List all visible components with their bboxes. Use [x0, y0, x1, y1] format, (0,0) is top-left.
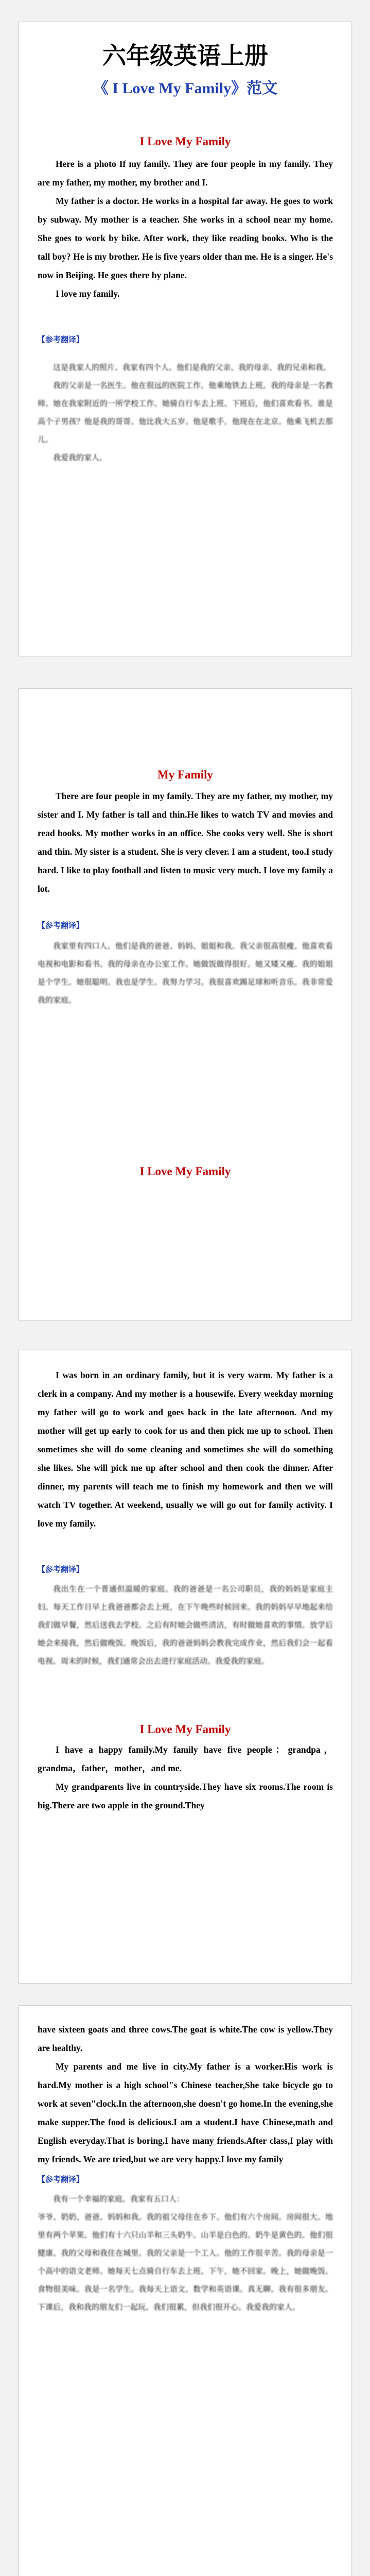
- document-title: 六年级英语上册: [102, 42, 268, 70]
- essay-body: [38, 1366, 333, 1533]
- reference-translation-label: 【参考翻译】: [38, 920, 84, 930]
- document-page-2: [19, 688, 352, 1321]
- essay-paragraph: My father is a doctor. He works in a hospital far away. He goes to work by subway. My mother is a teacher. She works in a school near my home. She goes to work by bike. After work, they like reading books. Who is the tall boy? He is my brother. He is five years older than me. He is a singer. He's now in Beijing. He goes there by plane.: [38, 196, 333, 281]
- document-page-3: [19, 1350, 352, 1984]
- essay-title: I Love My Family: [139, 135, 231, 148]
- translation-body: [38, 1580, 333, 1670]
- essay-paragraph: have sixteen goats and three cows.The goat is white.The cow is yellow.They are healthy.: [38, 2024, 333, 2053]
- reference-translation-label: 【参考翻译】: [38, 2175, 84, 2184]
- essay-paragraph: I love my family.: [56, 289, 120, 299]
- reference-translation-label: 【参考翻译】: [38, 1565, 84, 1574]
- translation-paragraph: 我有一个幸福的家庭。我家有五口人：: [53, 2194, 185, 2204]
- translation-body: [38, 937, 333, 1009]
- translation-paragraph: 我家里有四口人。他们是我的爸爸、妈妈、姐姐和我。我父亲很高很瘦。他喜欢看电视和电影和看书。我的母亲在办公室工作。她做饭做得很好。她又矮又瘦。我的姐姐是个学生。她很聪明。我也是学生。我努力学习。我很喜欢踢足球和听音乐。我非常爱我的家庭。: [38, 941, 333, 1005]
- translation-paragraph: 爷爷、奶奶、爸爸、妈妈和我。我的祖父母住在乡下。他们有六个房间。房间很大。地里有两个苹果。他们有十六只山羊和三头奶牛。山羊是白色的。奶牛是黄色的。他们很健康。我的父母和我住在城里。我的父亲是一个工人。他的工作很辛苦。我的母亲是一个高中的语文老师。她每天七点骑自行车去上班。下午，她不回家。晚上，她做晚饭。食物很美味。我是一名学生。我每天上语文、数学和英语课。真无聊。我有很多朋友。下课后，我和我的朋友们一起玩。我们很累，但我们很开心。我爱我的家人。: [38, 2212, 333, 2312]
- essay-title: I Love My Family: [139, 1723, 231, 1736]
- essay-body: [38, 155, 333, 303]
- translation-body: [38, 2190, 333, 2316]
- essay-title: I Love My Family: [139, 1164, 231, 1178]
- essay-paragraph: My parents and me live in city.My father is a worker.His work is hard.My mother is a high school"s Chinese teacher,She take bicycle go to work at seven"clock.In the afternoon,she doesn't go home.In the evening,she make supper.The food is delicious.I am a student.I have Chinese,math and English everyday.That is boring.I have many friends.After class,I play with my friends. We are tried,but we are very happy.I love my family: [38, 2061, 333, 2164]
- essay-paragraph: My grandparents live in countryside.They have six rooms.The room is big.There are two apple in the ground.They: [38, 1781, 333, 1810]
- essay-title: My Family: [157, 768, 213, 781]
- translation-paragraph: 我的父亲是一名医生。他在很远的医院工作。他乘地铁去上班。我的母亲是一名教师。她在我家附近的一所学校工作。她骑自行车去上班。下班后，他们喜欢看书。谁是高个子男孩？他是我的哥哥。他比我大五岁。他是歌手。他现在在北京。他乘飞机去那儿。: [38, 381, 333, 445]
- essay-body: [38, 787, 333, 898]
- translation-paragraph: 我爱我的家人。: [53, 453, 108, 463]
- translation-body: [38, 359, 333, 467]
- translation-paragraph: 我出生在一个普通但温暖的家庭。我的爸爸是一名公司职员，我的妈妈是家庭主妇。每天工作日早上我爸爸都会去上班，在下午晚些时候回来。我的妈妈早早地起来给我们做早餐，然后送我去学校。之后有时她会做些清洁，有时做她喜欢的事情。放学后她会来接我，然后做晚饭。晚饭后，我的爸爸妈妈会教我完成作业，然后我们会一起看电视。周末的时候，我们通常会出去进行家庭活动。我爱我的家庭。: [38, 1584, 333, 1666]
- essay-paragraph: There are four people in my family. They are my father, my mother, my sister and I. My father is tall and thin.He likes to watch TV and movies and read books. My mother works in an office. She cooks very well. She is short and thin. My sister is a student. She is very clever. I am a student, too.I study hard. I like to play football and listen to music very much. I love my family a lot.: [38, 790, 333, 894]
- essay-paragraph: Here is a photo If my family. They are four people in my family. They are my father, my mother, my brother and I.: [38, 159, 333, 188]
- translation-paragraph: 这是我家人的照片。我家有四个人。他们是我的父亲、我的母亲、我的兄弟和我。: [53, 363, 331, 372]
- essay-body: [38, 2020, 333, 2168]
- essay-paragraph: I have a happy family.My family have five people：grandpa，grandma，father，mother，and me.: [38, 1744, 333, 1773]
- reference-translation-label: 【参考翻译】: [38, 335, 84, 345]
- document-subtitle: 《 I Love My Family》范文: [93, 80, 278, 97]
- essay-body: [38, 1740, 333, 1815]
- document-page-4: [19, 2005, 352, 2576]
- essay-paragraph: I was born in an ordinary family, but it is very warm. My father is a clerk in a company. And my mother is a housewife. Every weekday morning my father will go to work and goes back in the late afternoon. And my mother will get up early to cook for us and then pick me up to school. Then sometimes she will do some cleaning and sometimes she will do something she likes. She will pick me up after school and then cook the dinner. After dinner, my parents will teach me to finish my homework and then we will watch TV together. At weekend, usually we will go out for family activity. I love my family.: [38, 1370, 333, 1529]
- document-page-1: [19, 22, 352, 656]
